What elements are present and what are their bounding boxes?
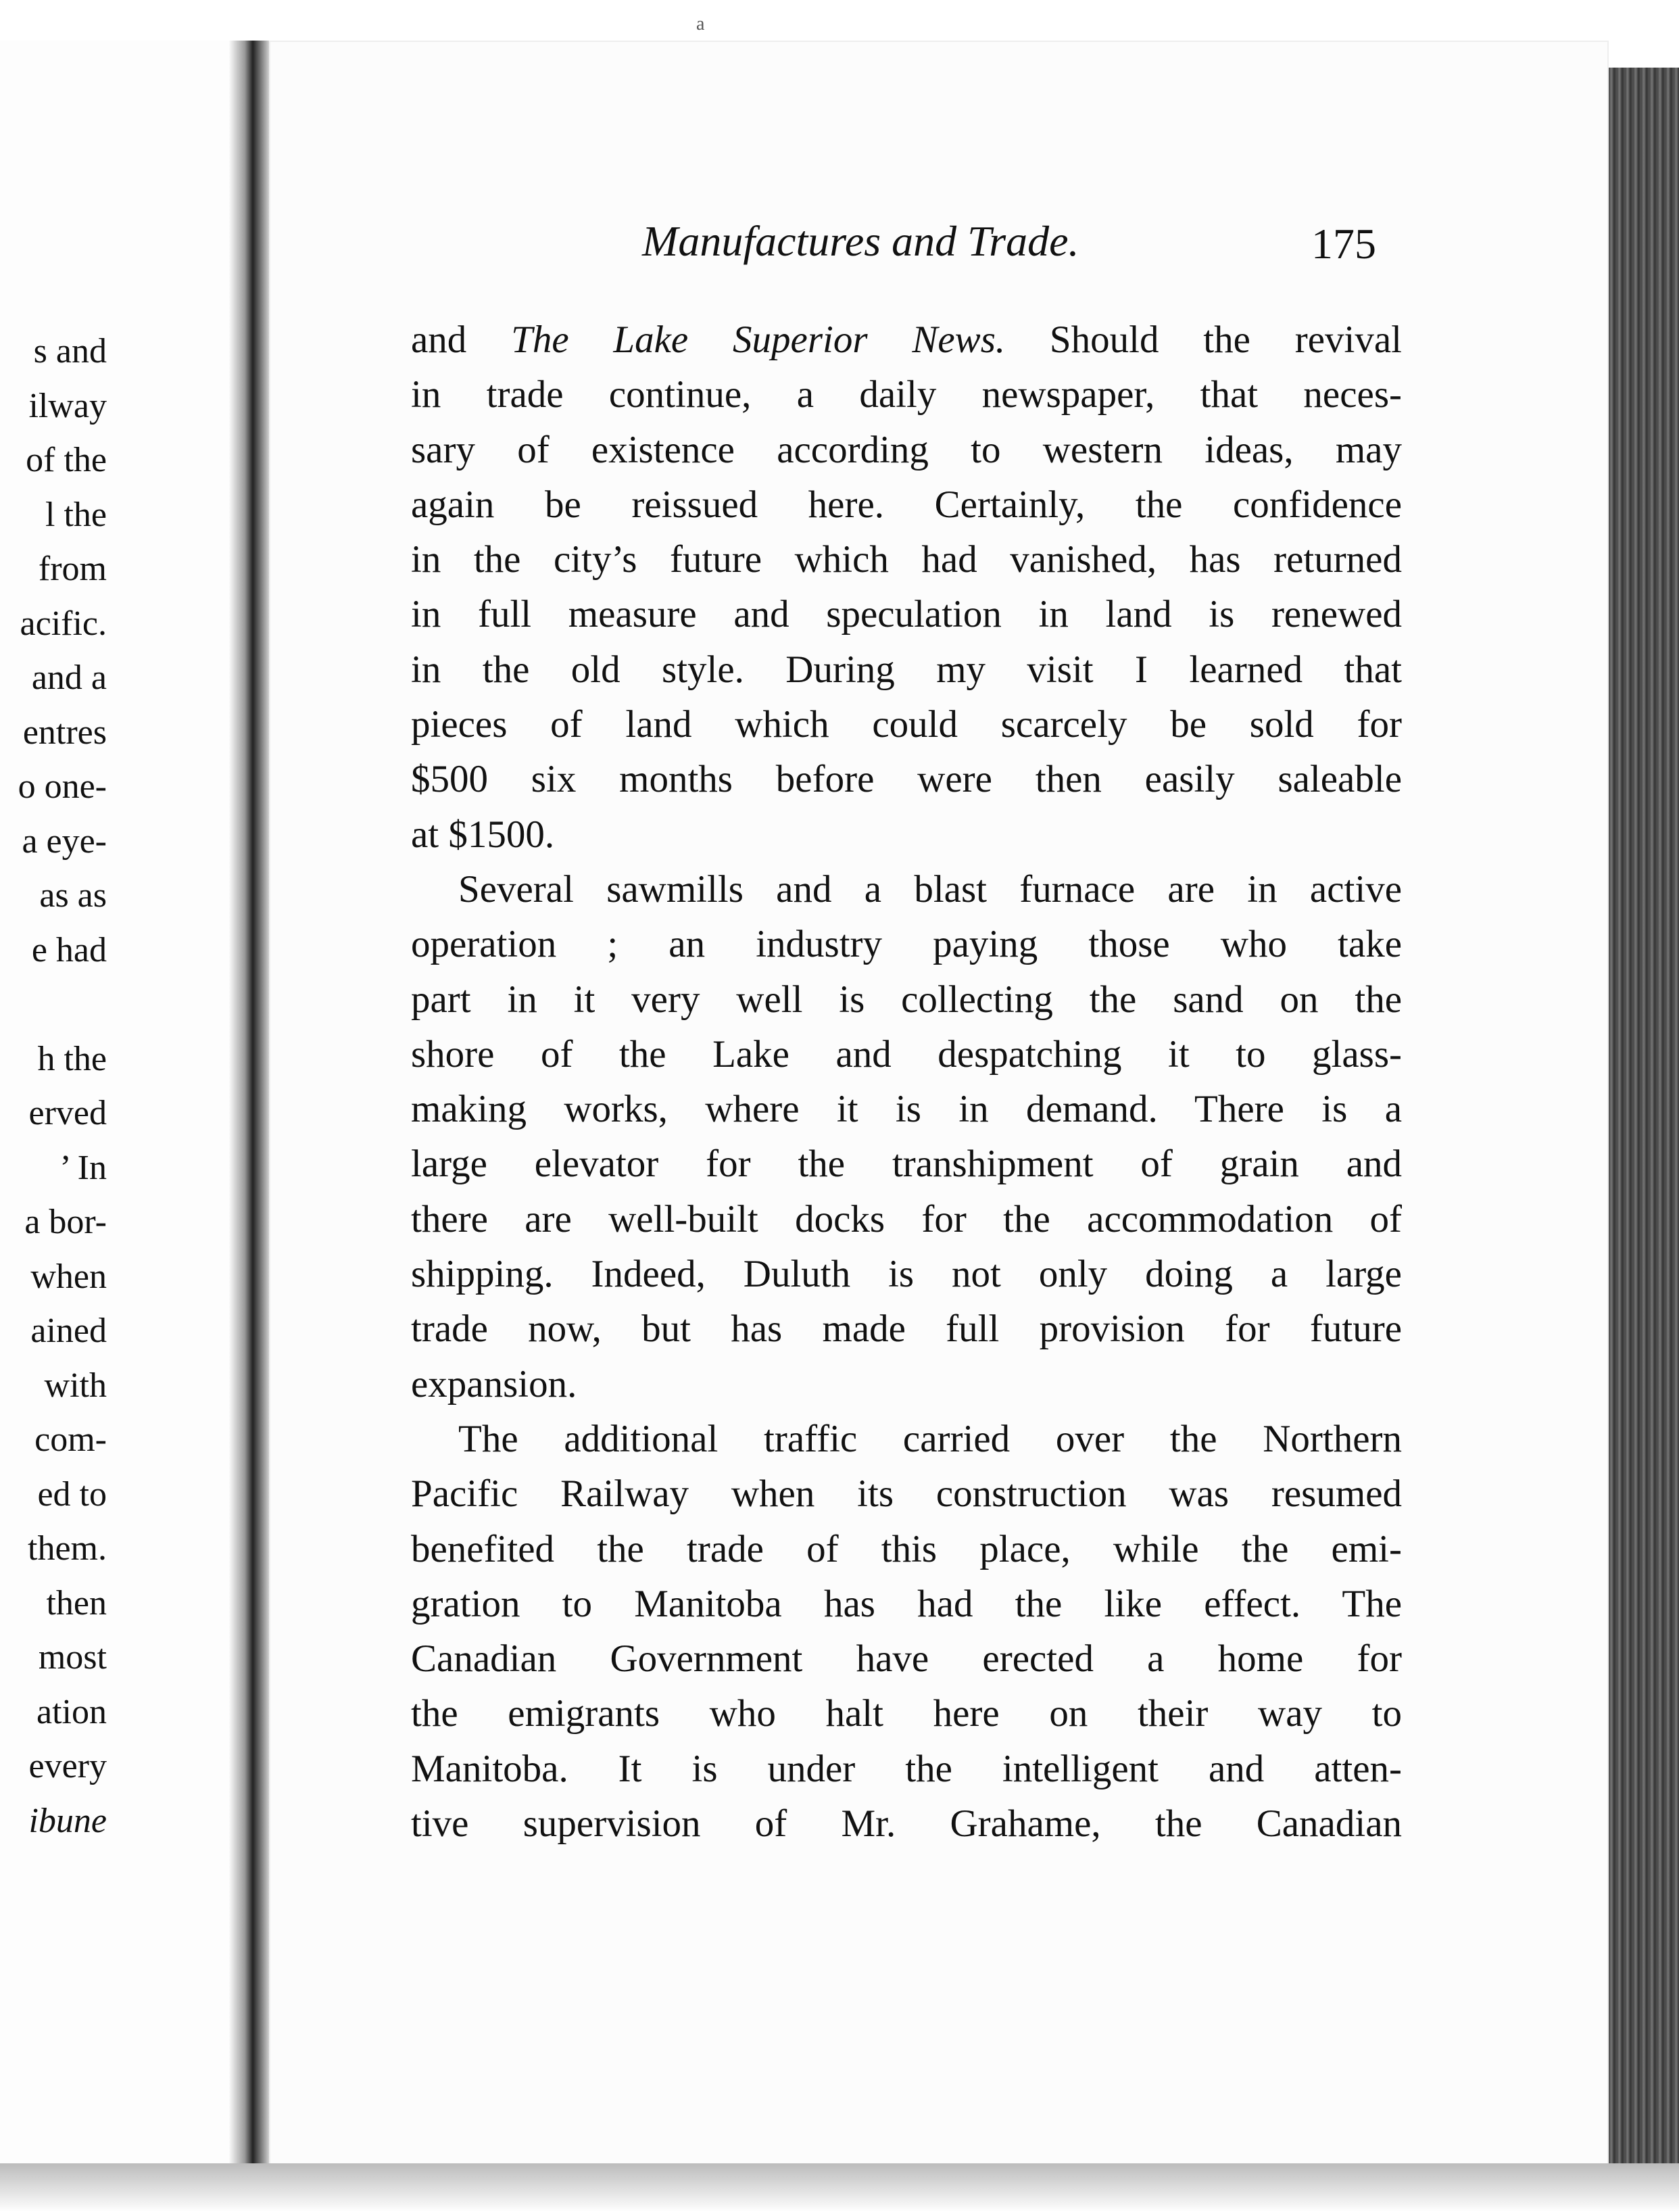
page-number: 175	[1311, 220, 1376, 268]
bottom-shadow	[0, 2163, 1679, 2212]
facing-page-line: h the	[37, 1039, 107, 1078]
facing-page-line: every	[28, 1747, 107, 1785]
body-line: Manitoba. It is under the intelligent and atten-	[411, 1747, 1402, 1790]
body-line: at $1500.	[411, 813, 555, 856]
facing-page-line: entres	[22, 713, 107, 752]
body-line: in the city’s future which had vanished, has returned	[411, 538, 1402, 581]
facing-page-line: as as	[39, 876, 107, 915]
body-line: large elevator for the transhipment of grain and	[411, 1143, 1402, 1186]
body-line: benefited the trade of this place, while the emi-	[411, 1527, 1402, 1570]
page-fore-edge	[1609, 68, 1679, 2163]
facing-page-line: acific.	[20, 604, 107, 643]
body-line: operation ; an industry paying those who take	[411, 923, 1402, 966]
facing-page-line: o one-	[18, 767, 107, 806]
facing-page-line: e had	[31, 930, 107, 969]
newspaper-title: The Lake Superior News.	[511, 318, 1006, 361]
body-line: pieces of land which could scarcely be sold for	[411, 703, 1402, 746]
running-head: Manufactures and Trade.	[642, 217, 1079, 265]
facing-page-line: erved	[28, 1094, 107, 1132]
facing-page-line: of the	[26, 441, 107, 479]
facing-page-line: with	[44, 1366, 107, 1405]
facing-page-line: ’ In	[59, 1148, 107, 1187]
facing-page-line: a bor-	[24, 1203, 107, 1241]
body-line: The additional traffic carried over the Northern	[458, 1417, 1402, 1460]
body-line: there are well-built docks for the accommodation of	[411, 1197, 1402, 1241]
body-line: Pacific Railway when its construction was resumed	[411, 1472, 1402, 1516]
body-line: the emigrants who halt here on their way to	[411, 1692, 1402, 1735]
body-line: expansion.	[411, 1362, 577, 1405]
book-gutter	[228, 41, 269, 2170]
facing-page-line: when	[30, 1257, 107, 1296]
body-line: $500 six months before were then easily saleable	[411, 758, 1402, 801]
body-line: gration to Manitoba has had the like effect. The	[411, 1582, 1402, 1625]
body-line: Canadian Government have erected a home for	[411, 1637, 1402, 1681]
body-line: sary of existence according to western ideas, may	[411, 428, 1402, 471]
facing-page-line: ation	[36, 1692, 107, 1731]
facing-page-line: and a	[31, 658, 107, 697]
body-line: in trade continue, a daily newspaper, that neces-	[411, 373, 1402, 416]
facing-page-line: l the	[45, 495, 107, 534]
body-line: in the old style. During my visit I learned that	[411, 648, 1402, 691]
facing-page-line: from	[38, 550, 107, 588]
body-line: tive supervision of Mr. Grahame, the Canadian	[411, 1802, 1402, 1846]
body-line: again be reissued here. Certainly, the confidence	[411, 483, 1402, 526]
body-text	[411, 312, 1402, 1851]
facing-page-line: com-	[34, 1420, 107, 1459]
facing-page-line: then	[46, 1583, 107, 1622]
facing-page-line: ilway	[28, 386, 107, 425]
facing-page-line: most	[38, 1638, 107, 1677]
facing-page	[0, 41, 230, 2170]
top-mark: a	[696, 14, 705, 34]
body-line: trade now, but has made full provision for future	[411, 1307, 1402, 1351]
body-line: shipping. Indeed, Duluth is not only doing a large	[411, 1253, 1402, 1296]
body-line: shore of the Lake and despatching it to glass-	[411, 1032, 1402, 1076]
facing-page-line: a eye-	[22, 821, 107, 861]
body-line: part in it very well is collecting the sand on the	[411, 978, 1402, 1021]
body-line: Several sawmills and a blast furnace are in active	[458, 867, 1402, 911]
body-line: and The Lake Superior News. Should the revival	[411, 318, 1402, 361]
facing-page-line: them.	[28, 1529, 107, 1568]
body-line: in full measure and speculation in land is renewed	[411, 593, 1402, 636]
facing-page-line: ained	[30, 1312, 107, 1350]
facing-page-line: s and	[33, 332, 107, 370]
body-line: making works, where it is in demand. There is a	[411, 1088, 1402, 1131]
facing-page-line: ed to	[37, 1474, 107, 1514]
facing-page-line: ibune	[28, 1801, 107, 1840]
